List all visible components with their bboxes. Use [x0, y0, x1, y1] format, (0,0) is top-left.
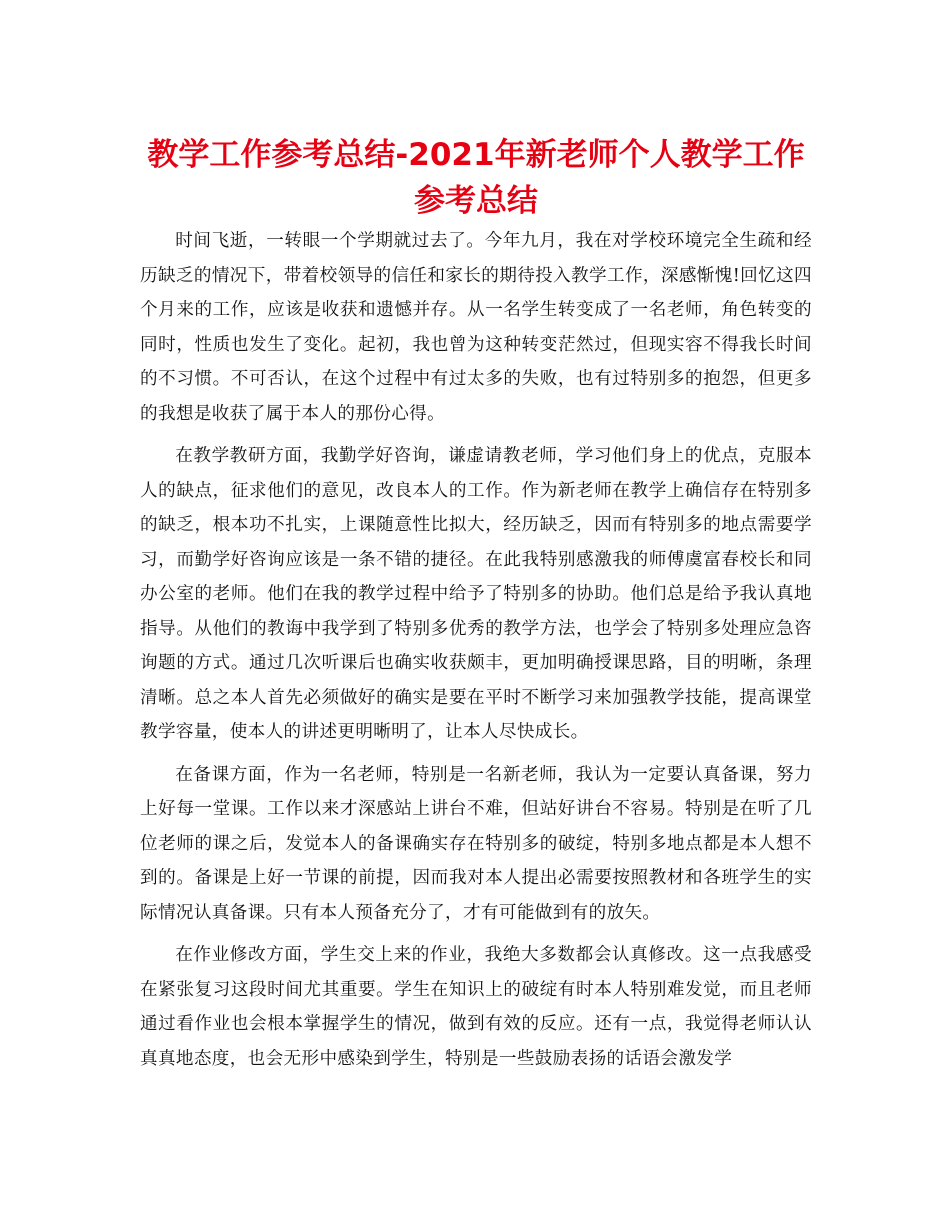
paragraph-3: 在备课方面，作为一名老师，特别是一名新老师，我认为一定要认真备课，努力上好每一堂课。工作以来才深感站上讲台不难，但站好讲台不容易。特别是在听了几位老师的课之后，发觉本人的备课确实存在特别多的破绽，特别多地点都是本人想不到的。备课是上好一节课的前提，因而我对本人提出必需要按照教材和各班学生的实际情况认真备课。只有本人预备充分了，才有可能做到有的放矢。 — [140, 764, 812, 923]
paragraph-4: 在作业修改方面，学生交上来的作业，我绝大多数都会认真修改。这一点我感受在紧张复习这段时间尤其重要。学生在知识上的破绽有时本人特别难发觉，而且老师通过看作业也会根本掌握学生的情况，做到有效的反应。还有一点，我觉得老师认认真真地态度，也会无形中感染到学生，特别是一些鼓励表扬的话语会激发学 — [140, 945, 812, 1069]
paragraph-1: 时间飞逝，一转眼一个学期就过去了。今年九月，我在对学校环境完全生疏和经历缺乏的情况下，带着校领导的信任和家长的期待投入教学工作，深感惭愧!回忆这四个月来的工作，应该是收获和遗憾并存。从一名学生转变成了一名老师，角色转变的同时，性质也发生了变化。起初，我也曾为这种转变茫然过，但现实容不得我长时间的不习惯。不可否认，在这个过程中有过太多的失败，也有过特别多的抱怨，但更多的我想是收获了属于本人的那份心得。 — [140, 231, 812, 424]
document-title — [140, 132, 812, 224]
document-page — [140, 132, 812, 1084]
title-line-1: 教学工作参考总结-2021年新老师个人教学工作 — [147, 137, 805, 173]
title-line-2: 参考总结 — [414, 183, 538, 219]
paragraph-2: 在教学教研方面，我勤学好咨询，谦虚请教老师，学习他们身上的优点，克服本人的缺点，征求他们的意见，改良本人的工作。作为新老师在教学上确信存在特别多的缺乏，根本功不扎实，上课随意性比拟大，经历缺乏，因而有特别多的地点需要学习，而勤学好咨询应该是一条不错的捷径。在此我特别感激我的师傅虞富春校长和同办公室的老师。他们在我的教学过程中给予了特别多的协助。他们总是给予我认真地指导。从他们的教诲中我学到了特别多优秀的教学方法，也学会了特别多处理应急咨询题的方式。通过几次听课后也确实收获颇丰，更加明确授课思路，目的明晰，条理清晰。总之本人首先必须做好的确实是要在平时不断学习来加强教学技能，提高课堂教学容量，使本人的讲述更明晰明了，让本人尽快成长。 — [140, 446, 812, 742]
